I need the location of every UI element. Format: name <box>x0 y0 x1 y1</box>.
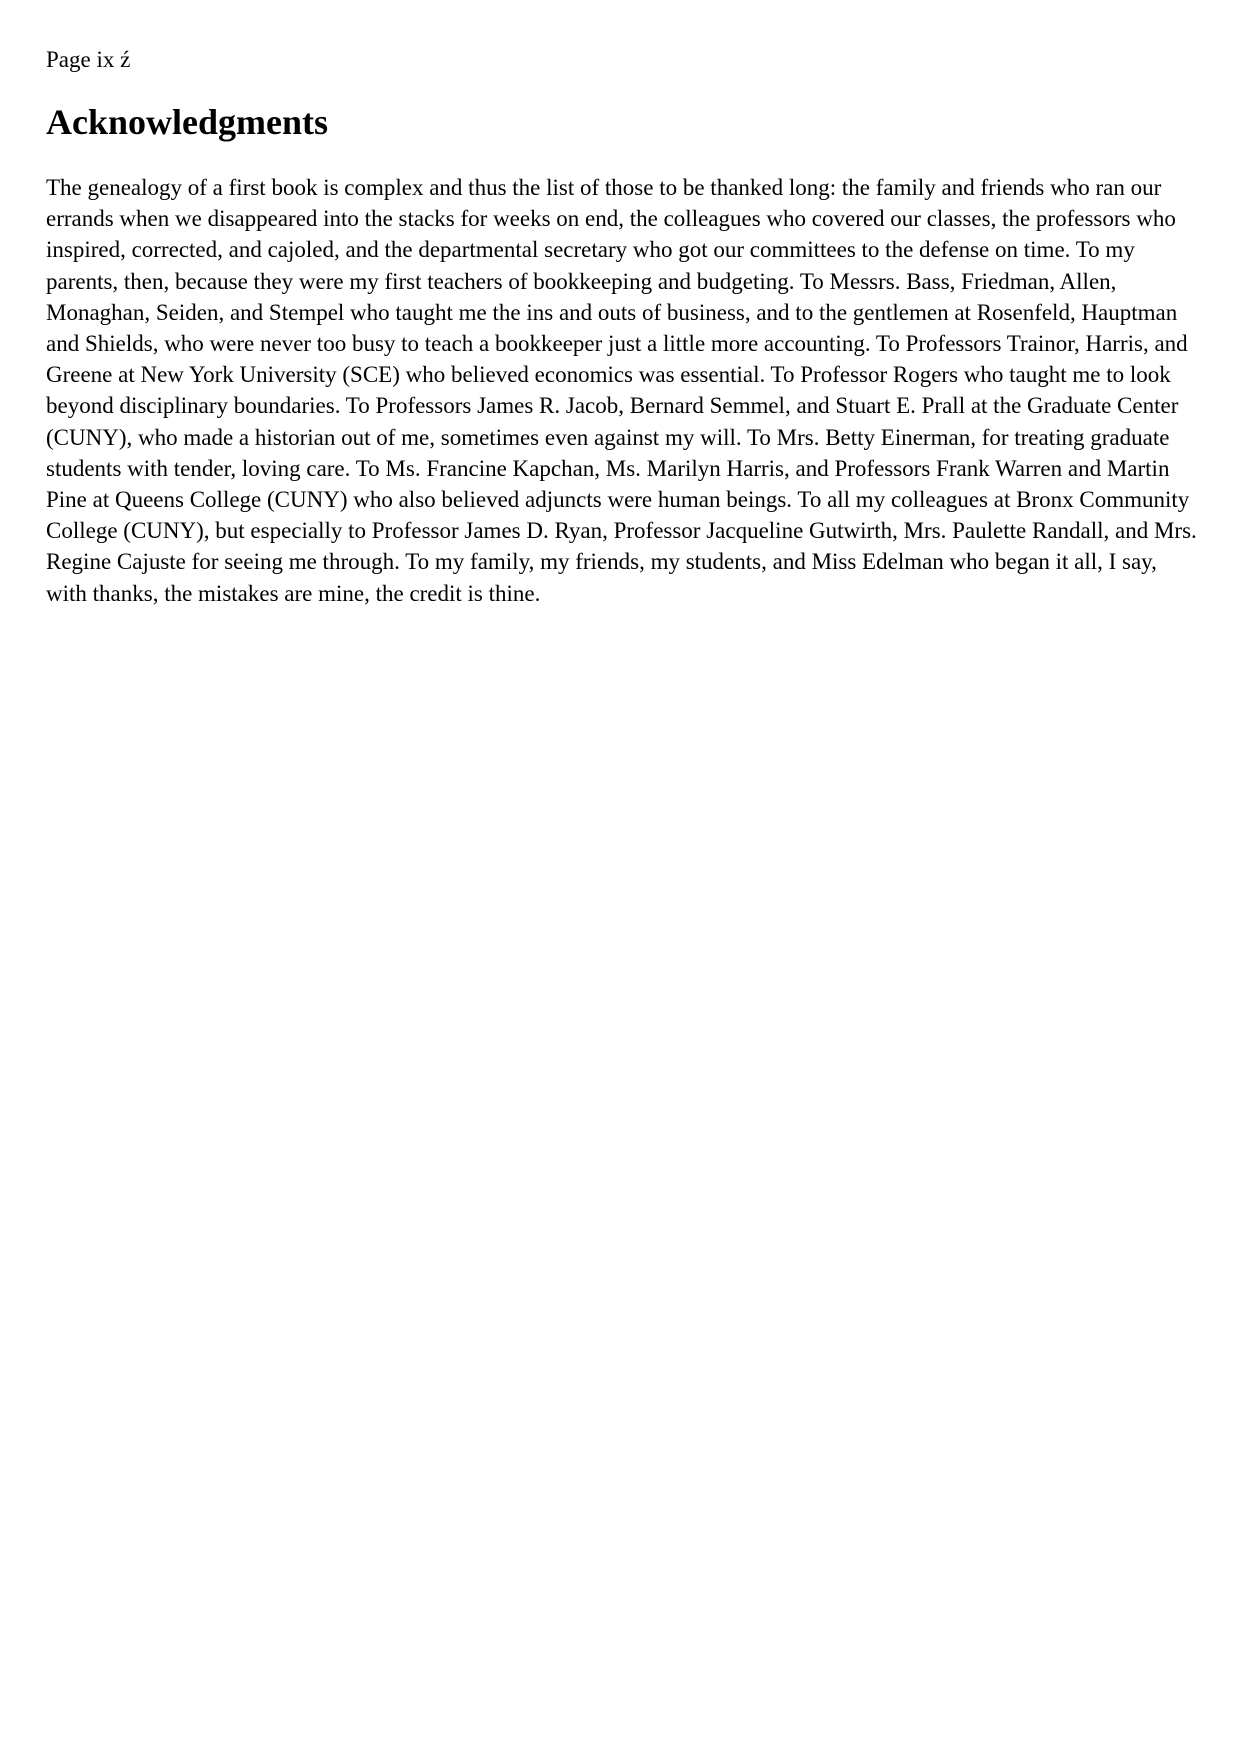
acknowledgments-paragraph: The genealogy of a first book is complex and thus the list of those to be thanked long: the family and friends who ran our errands when we disappeared into the stacks for weeks on end, the colleagues who covered our classes, the professors who inspired, corrected, and cajoled, and the departmental secretary who got our committees to the defense on time. To my parents, then, because they were my first teachers of bookkeeping and budgeting. To Messrs. Bass, Friedman, Allen, Monaghan, Seiden, and Stempel who taught me the ins and outs of business, and to the gentlemen at Rosenfeld, Hauptman and Shields, who were never too busy to teach a bookkeeper just a little more accounting. To Professors Trainor, Harris, and Greene at New York University (SCE) who believed economics was essential. To Professor Rogers who taught me to look beyond disciplinary boundaries. To Professors James R. Jacob, Bernard Semmel, and Stuart E. Prall at the Graduate Center (CUNY), who made a historian out of me, sometimes even against my will. To Mrs. Betty Einerman, for treating graduate students with tender, loving care. To Ms. Francine Kapchan, Ms. Marilyn Harris, and Professors Frank Warren and Martin Pine at Queens College (CUNY) who also believed adjuncts were human beings. To all my colleagues at Bronx Community College (CUNY), but especially to Professor James D. Ryan, Professor Jacqueline Gutwirth, Mrs. Paulette Randall, and Mrs. Regine Cajuste for seeing me through. To my family, my friends, my students, and Miss Edelman who began it all, I say, with thanks, the mistakes are mine, the credit is thine. <box>46 175 1197 606</box>
document-page <box>46 0 1201 609</box>
page-title: Acknowledgments <box>46 102 329 142</box>
page-marker: Page ix ź <box>46 47 131 72</box>
